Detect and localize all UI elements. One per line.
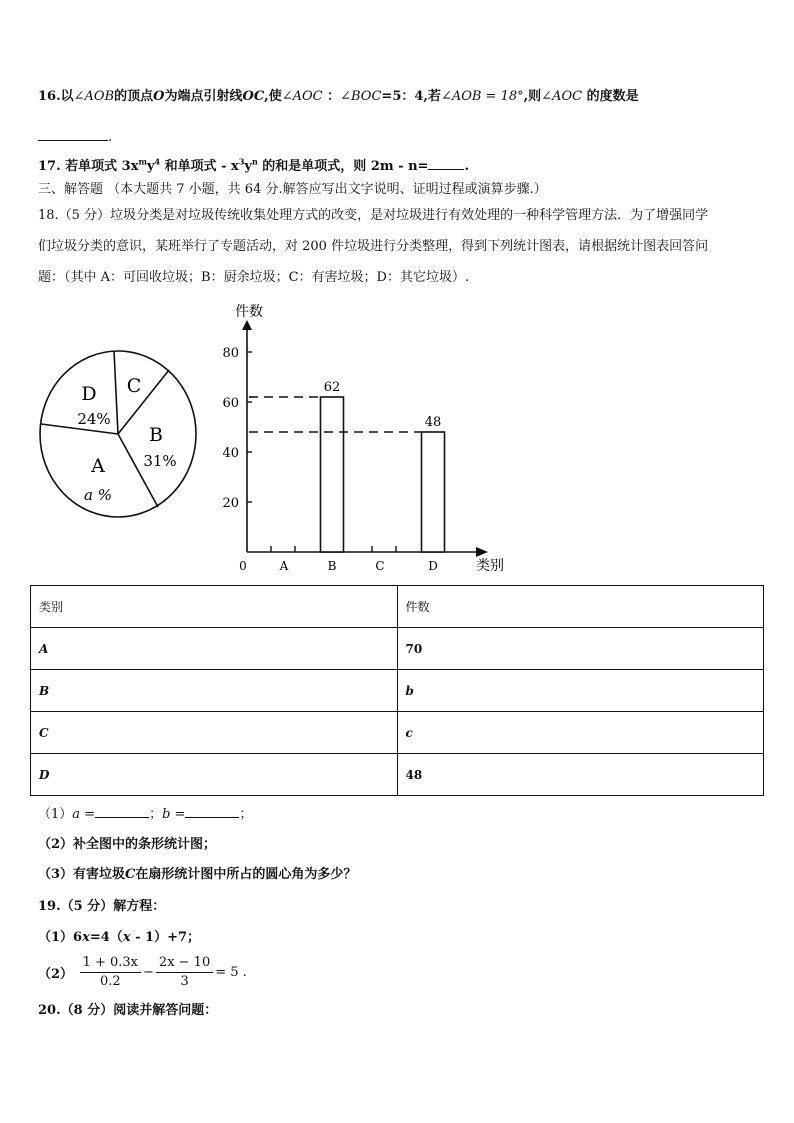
table-cell-category: C bbox=[31, 712, 398, 754]
pie-value-d: 24% bbox=[77, 410, 111, 428]
q20-title: 20.（8 分）阅读并解答问题： bbox=[38, 1003, 218, 1018]
bar-x-axis-label: 类别 bbox=[476, 558, 504, 574]
q16-point-o: O bbox=[153, 89, 165, 104]
q19-fraction-1-denominator: 0.2 bbox=[99, 974, 121, 989]
q16-angle-aoc: ∠AOC bbox=[281, 89, 323, 104]
pie-chart bbox=[36, 348, 200, 524]
q19-part-1-end: - 1）+7； bbox=[130, 930, 201, 945]
q16-text: ,则 bbox=[523, 89, 542, 104]
q18-part-3-suffix: 在扇形统计图中所占的圆心角为多少？ bbox=[135, 867, 357, 882]
q19-var-x: x bbox=[82, 930, 90, 945]
q16-text: ： bbox=[322, 89, 341, 104]
q19-part-1 bbox=[38, 929, 200, 947]
q16-aob-value: ∠AOB = 18° bbox=[440, 89, 524, 104]
table-header-row bbox=[31, 586, 764, 628]
pie-label-b: B bbox=[149, 424, 163, 446]
bar-chart bbox=[214, 300, 514, 578]
q17-var: y bbox=[244, 159, 252, 174]
x-tick-label: D bbox=[428, 559, 438, 573]
q18-b-eq: b = bbox=[162, 807, 186, 822]
x-tick-label: B bbox=[327, 559, 337, 573]
bar-y-axis-arrow bbox=[242, 320, 252, 330]
table-cell-count: b bbox=[397, 670, 764, 712]
table-row bbox=[31, 712, 764, 754]
q18-part-2: （2）补全图中的条形统计图； bbox=[38, 837, 217, 852]
q16-ratio: =5：4,若 bbox=[381, 89, 441, 104]
pie-label-c: C bbox=[126, 375, 142, 397]
bar-x-axis-arrow bbox=[476, 547, 488, 557]
q18-line-2: 们垃圾分类的意识，某班举行了专题活动，对 200 件垃圾进行分类整理，得到下列统计图表，请根据统计图表回答问 bbox=[38, 239, 709, 254]
q16-number: 16. bbox=[38, 89, 61, 104]
q18-part-3-c: C bbox=[125, 867, 136, 882]
q18-line-3: 题：（其中 A：可回收垃圾；B：厨余垃圾；C：有害垃圾；D：其它垃圾）. bbox=[38, 270, 470, 285]
q16-line bbox=[38, 88, 639, 106]
q18-line-1: 18.（5 分）垃圾分类是对垃圾传统收集处理方式的改变，是对垃圾进行有效处理的一种科学管理方法．为了增强同学 bbox=[38, 208, 709, 223]
table-header-cell: 件数 bbox=[397, 586, 764, 628]
q18-part-1-prefix: （1） bbox=[38, 807, 73, 822]
q16-ray-oc: OC bbox=[242, 89, 265, 104]
q16-text: 为端点引射线 bbox=[164, 89, 243, 104]
pie-value-b: 31% bbox=[143, 452, 177, 470]
y-tick-label: 40 bbox=[222, 446, 239, 461]
q16-text: 的度数是 bbox=[582, 89, 639, 104]
bar-value-label: 48 bbox=[424, 415, 442, 430]
q17-answer-blank[interactable] bbox=[428, 157, 464, 170]
q18-part-1-end: ； bbox=[239, 807, 253, 822]
q18-a-eq: a = bbox=[72, 807, 96, 822]
table-row bbox=[31, 754, 764, 796]
pie-label-a: A bbox=[91, 455, 105, 477]
table-row bbox=[31, 670, 764, 712]
table-cell-category: B bbox=[31, 670, 398, 712]
q19-part-1-prefix: （1）6 bbox=[38, 930, 83, 945]
table-cell-count: 70 bbox=[397, 628, 764, 670]
q16-angle-aob: ∠AOB bbox=[73, 89, 115, 104]
q16-text: 以 bbox=[60, 89, 74, 104]
q18-a-blank[interactable] bbox=[95, 805, 149, 818]
bar-y-axis-label: 件数 bbox=[235, 304, 263, 320]
q17-mid: 和单项式 - x bbox=[160, 159, 239, 174]
y-tick-label: 20 bbox=[222, 496, 239, 511]
category-table bbox=[30, 585, 764, 796]
q18-part-1 bbox=[38, 805, 252, 824]
q18-part-3 bbox=[38, 866, 356, 884]
table-row bbox=[31, 628, 764, 670]
q18-b-blank[interactable] bbox=[185, 805, 239, 818]
q18-part-3-prefix: （3）有害垃圾 bbox=[38, 867, 126, 882]
q16-angle-aoc: ∠AOC bbox=[541, 89, 583, 104]
q19-part-1-mid: =4（ bbox=[89, 930, 123, 945]
section-3-heading: 三、解答题 （本大题共 7 小题，共 64 分.解答应写出文字说明、证明过程或演算步骤.） bbox=[38, 182, 547, 197]
q17-exponent: 4 bbox=[154, 156, 161, 167]
q16-text: ,使 bbox=[264, 89, 282, 104]
q19-minus: − bbox=[143, 965, 154, 980]
bar-D bbox=[422, 432, 445, 552]
q17-exponent: m bbox=[138, 156, 147, 167]
q16-end: . bbox=[108, 130, 113, 145]
pie-value-a: a % bbox=[84, 486, 112, 504]
table-cell-category: A bbox=[31, 628, 398, 670]
table-cell-count: 48 bbox=[397, 754, 764, 796]
q18-sep: ； bbox=[149, 807, 163, 822]
q19-fraction-2-numerator: 2x − 10 bbox=[156, 954, 213, 973]
q19-part-2 bbox=[38, 954, 247, 991]
q19-part-2-prefix: （2） bbox=[38, 967, 74, 982]
table-cell-count: c bbox=[397, 712, 764, 754]
q17-end: . bbox=[464, 159, 469, 174]
x-tick-label: C bbox=[375, 559, 385, 573]
q17-prefix: 17. 若单项式 3x bbox=[38, 159, 139, 174]
q16-angle-boc: ∠BOC bbox=[340, 89, 382, 104]
q16-answer-line bbox=[38, 128, 112, 147]
q17-suffix: 的和是单项式，则 2m - n= bbox=[257, 159, 429, 174]
q19-fraction-2-denominator: 3 bbox=[180, 974, 189, 989]
x-tick-label: A bbox=[279, 559, 289, 573]
q19-equals: = 5 . bbox=[215, 965, 247, 980]
q19-title: 19.（5 分）解方程： bbox=[38, 899, 166, 914]
q19-fraction-1-numerator: 1 + 0.3x bbox=[80, 954, 141, 973]
y-tick-label: 60 bbox=[222, 396, 239, 411]
q16-answer-blank[interactable] bbox=[38, 128, 108, 141]
bar-B bbox=[321, 397, 344, 552]
q17-exponent: 3 bbox=[238, 156, 245, 167]
y-tick-label: 80 bbox=[222, 346, 239, 361]
bar-origin-label: 0 bbox=[239, 559, 247, 573]
q17-exponent: n bbox=[251, 156, 258, 167]
bar-value-label: 62 bbox=[323, 380, 341, 395]
q19-var-x: x bbox=[122, 930, 131, 945]
pie-divider-d-c bbox=[114, 351, 118, 434]
q16-text: 的顶点 bbox=[114, 89, 154, 104]
q17-line bbox=[38, 157, 469, 176]
q17-var: y bbox=[146, 159, 155, 174]
q19-fraction-1 bbox=[80, 954, 141, 991]
table-cell-category: D bbox=[31, 754, 398, 796]
pie-label-d: D bbox=[81, 383, 97, 405]
q19-fraction-2 bbox=[156, 954, 213, 991]
table-header-cell: 类别 bbox=[31, 586, 398, 628]
